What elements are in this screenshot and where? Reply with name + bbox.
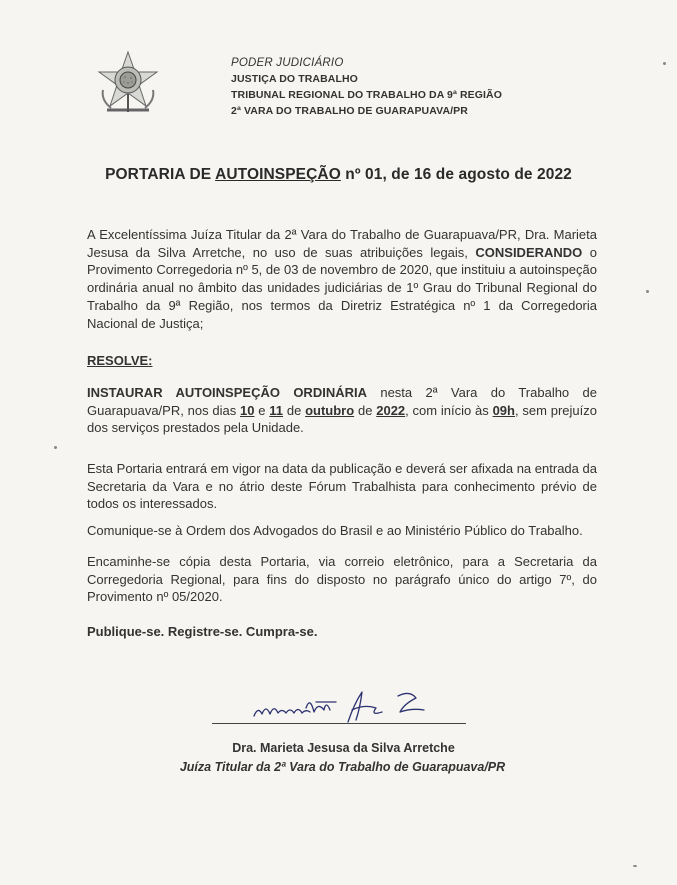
paragraph1-part2: o Provimento Corregedoria nº 5, de 03 de novembro de 2020, que instituiu a autoinspeção ordinária anual no âmbito das unidades judiciárias de 1º Grau do Tribunal Regional do Trabalho da 9ª Região, nos termos da Diretriz Estratégica nº 1 da Corregedoria Nacional de Justiça; [87, 244, 598, 331]
title-underlined: AUTOINSPEÇÃO [215, 166, 341, 183]
brazil-coat-of-arms-icon [95, 50, 161, 116]
inspection-day1: 10 [240, 402, 255, 418]
paragraph-encaminhe: Encaminhe-se cópia desta Portaria, via correio eletrônico, para a Secretaria da Corregedoria Regional, para fins do disposto no parágrafo único do artigo 7º, do Provimento nº 05/2020. [87, 554, 597, 605]
paragraph1-part1: A Excelentíssima Juíza Titular da 2ª Vara do Trabalho de Guarapuava/PR, Dra. Marieta Jesusa da Silva Arretche, no uso de suas atribuições legais, [87, 227, 597, 260]
resolve-label: RESOLVE: [87, 353, 153, 368]
paragraph3-text4: de [354, 402, 377, 418]
paper-speck [646, 290, 649, 293]
letterhead [231, 55, 502, 119]
signature-line [212, 723, 466, 724]
paper-speck [663, 62, 666, 65]
letterhead-justice: JUSTIÇA DO TRABALHO [231, 73, 358, 85]
paragraph-considerando [87, 226, 597, 332]
handwritten-signature-icon [240, 682, 440, 732]
paragraph-instaurar [87, 384, 597, 437]
paper-speck [633, 865, 637, 867]
closing-line: Publique-se. Registre-se. Cumpra-se. [87, 624, 318, 639]
paragraph3-text5: , com início às [405, 402, 493, 418]
paragraph3-text2: e [254, 402, 270, 418]
title-prefix: PORTARIA DE [105, 166, 216, 183]
paragraph3-text3: de [283, 402, 306, 418]
letterhead-power: PODER JUDICIÁRIO [231, 57, 344, 69]
letterhead-vara: 2ª VARA DO TRABALHO DE GUARAPUAVA/PR [231, 105, 468, 117]
paragraph3-text6: , sem prejuízo dos serviços prestados pela Unidade. [87, 402, 597, 436]
signer-title: Juíza Titular da 2ª Vara do Trabalho de Guarapuava/PR [179, 760, 506, 774]
signer-name: Dra. Marieta Jesusa da Silva Arretche [232, 741, 455, 755]
inspection-day2: 11 [269, 402, 284, 418]
title-suffix: nº 01, de 16 de agosto de 2022 [340, 166, 572, 183]
paragraph3-text1: nesta 2ª Vara do Trabalho de Guarapuava/PR, nos dias [87, 385, 597, 418]
considerando-keyword: CONSIDERANDO [475, 244, 583, 260]
resolve-heading [87, 352, 597, 370]
instaurar-keyword: INSTAURAR AUTOINSPEÇÃO ORDINÁRIA [87, 385, 367, 400]
document-title [0, 166, 677, 184]
inspection-hour: 09h [492, 402, 515, 418]
letterhead-tribunal: TRIBUNAL REGIONAL DO TRABALHO DA 9ª REGIÃO [231, 89, 502, 101]
inspection-year: 2022 [376, 402, 406, 418]
paragraph-comunique: Comunique-se à Ordem dos Advogados do Brasil e ao Ministério Público do Trabalho. [87, 523, 583, 538]
inspection-month: outubro [305, 402, 355, 418]
paper-speck [54, 446, 57, 449]
paragraph-vigor: Esta Portaria entrará em vigor na data da publicação e deverá ser afixada na entrada da Secretaria da Vara e no átrio deste Fórum Trabalhista para conhecimento prévio de todos os interessados. [87, 461, 597, 512]
